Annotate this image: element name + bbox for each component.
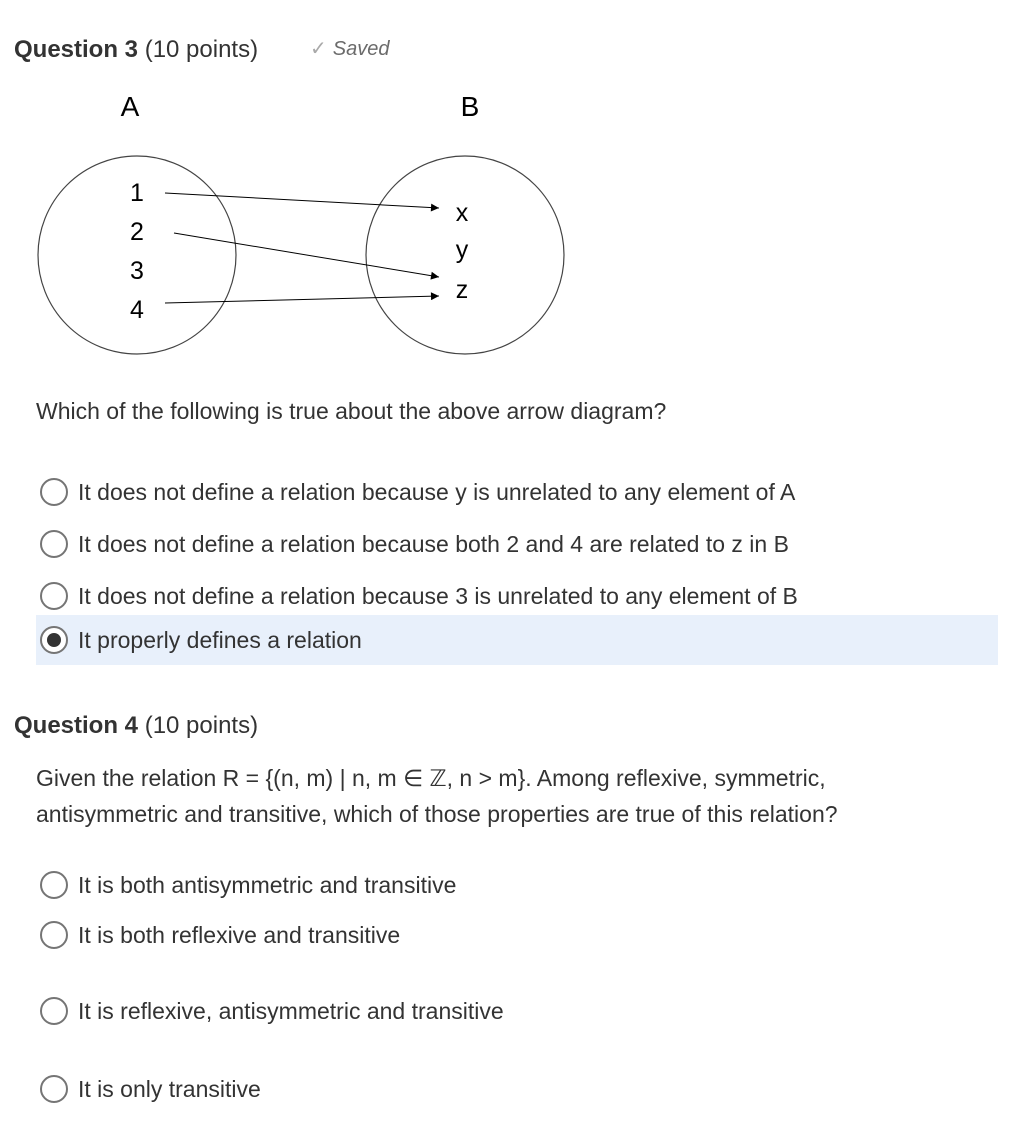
set-a-label: A — [120, 91, 140, 122]
set-b-label: B — [460, 91, 480, 122]
arrow-2-to-z — [174, 233, 439, 277]
question-4-points: (10 points) — [144, 712, 259, 739]
question-3-option-1[interactable] — [36, 467, 998, 517]
element-a-4: 4 — [130, 296, 144, 324]
question-4-header — [14, 712, 258, 740]
radio-button[interactable] — [40, 530, 68, 558]
radio-button[interactable] — [40, 921, 68, 949]
element-b-z: z — [455, 276, 469, 304]
question-4-stem — [36, 760, 976, 832]
arrow-1-to-x — [165, 193, 439, 208]
option-label: It does not define a relation because both 2 and 4 are related to z in B — [78, 530, 789, 557]
arrow-diagram — [0, 0, 620, 370]
option-label: It is both antisymmetric and transitive — [78, 871, 457, 898]
option-label: It is reflexive, antisymmetric and transitive — [78, 997, 504, 1024]
radio-button[interactable] — [40, 1075, 68, 1103]
question-4-title: Question 4 — [14, 712, 139, 739]
arrow-4-to-z — [165, 296, 439, 303]
question-3-points: (10 points) — [144, 36, 259, 63]
question-4-stem-line-1: Given the relation R = {(n, m) | n, m ∈ ℤ, n > m}. Among reflexive, symmetric, — [36, 765, 826, 791]
question-3-option-2[interactable] — [36, 519, 998, 569]
element-a-1: 1 — [130, 179, 144, 207]
question-4-option-1[interactable] — [36, 860, 998, 910]
question-4-option-3[interactable] — [36, 986, 998, 1036]
option-label: It properly defines a relation — [78, 626, 362, 653]
question-4-stem-line-2: antisymmetric and transitive, which of those properties are true of this relation? — [36, 801, 838, 827]
checkmark-icon: ✓ — [310, 38, 327, 60]
option-label: It does not define a relation because 3 is unrelated to any element of B — [78, 582, 798, 609]
question-3-option-4[interactable] — [36, 615, 998, 665]
radio-button-selected[interactable] — [40, 626, 68, 654]
question-3-title: Question 3 — [14, 36, 139, 63]
radio-button[interactable] — [40, 997, 68, 1025]
question-3-stem: Which of the following is true about the above arrow diagram? — [36, 398, 667, 424]
radio-button[interactable] — [40, 871, 68, 899]
question-4-option-4[interactable] — [36, 1064, 998, 1114]
option-label: It is only transitive — [78, 1075, 261, 1102]
option-label: It is both reflexive and transitive — [78, 921, 401, 948]
element-b-y: y — [455, 236, 469, 264]
question-4-option-2[interactable] — [36, 910, 998, 960]
radio-button[interactable] — [40, 582, 68, 610]
option-label: It does not define a relation because y is unrelated to any element of A — [78, 478, 796, 505]
element-b-x: x — [455, 199, 469, 227]
element-a-2: 2 — [130, 218, 144, 246]
radio-button[interactable] — [40, 478, 68, 506]
saved-label: Saved — [332, 38, 390, 60]
element-a-3: 3 — [130, 257, 144, 285]
question-3-option-3[interactable] — [36, 571, 998, 621]
